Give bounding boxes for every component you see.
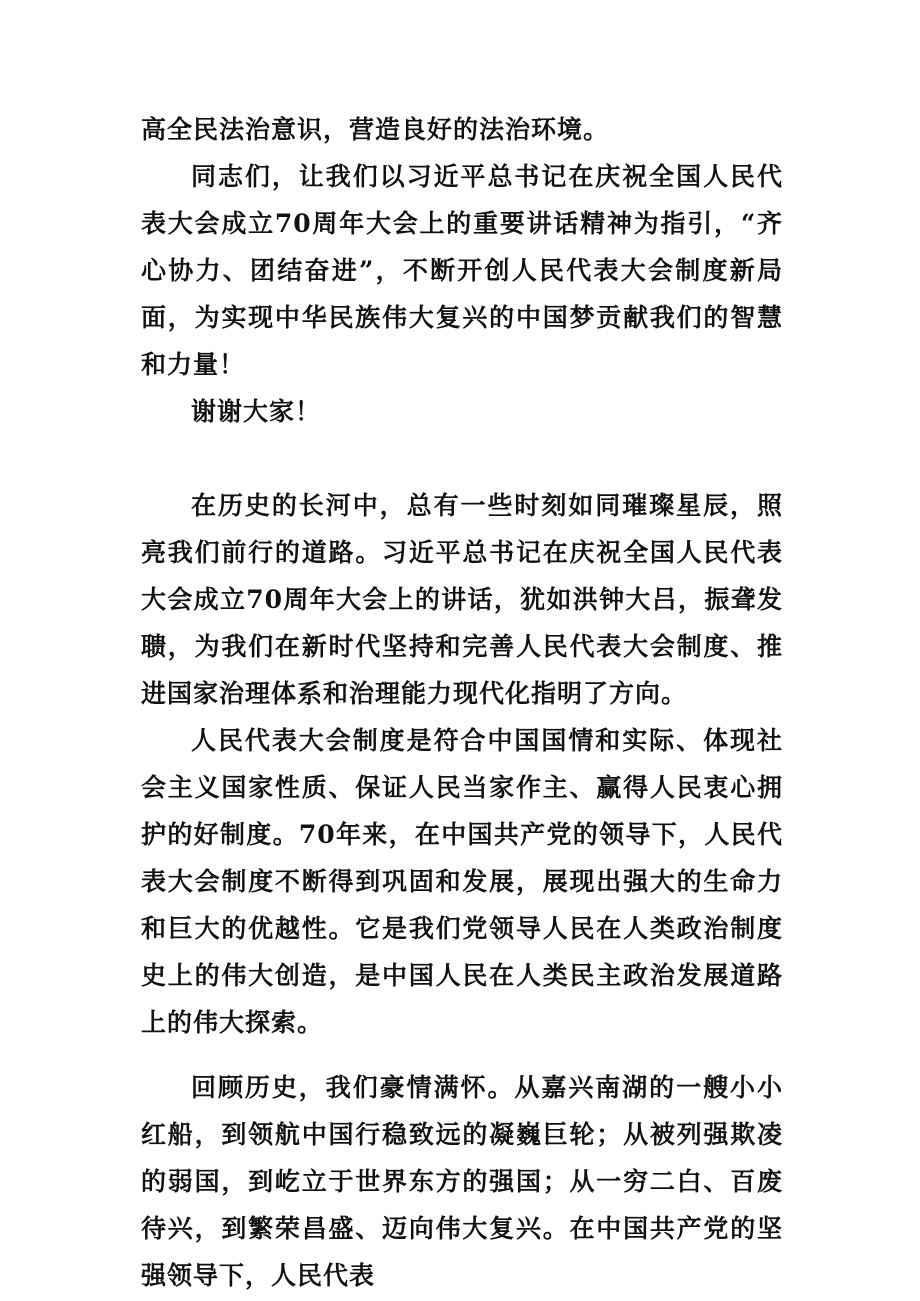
document-body: [141, 106, 783, 1299]
paragraph-2: 同志们，让我们以习近平总书记在庆祝全国人民代表大会成立70周年大会上的重要讲话精神为指引，“齐心协力、团结奋进”，不断开创人民代表大会制度新局面，为实现中华民族伟大复兴的中国梦贡献我们的智慧和力量！: [141, 162, 783, 379]
paragraph-6: 回顾历史，我们豪情满怀。从嘉兴南湖的一艘小小红船，到领航中国行稳致远的凝巍巨轮；从被列强欺凌的弱国，到屹立于世界东方的强国；从一穷二白、百废待兴，到繁荣昌盛、迈向伟大复兴。在中国共产党的坚强领导下，人民代表: [141, 1073, 783, 1290]
section-gap: [141, 435, 783, 482]
paragraph-4: 在历史的长河中，总有一些时刻如同璀璨星辰，照亮我们前行的道路。习近平总书记在庆祝全国人民代表大会成立70周年大会上的讲话，犹如洪钟大吕，振聋发聩，为我们在新时代坚持和完善人民代表大会制度、推进国家治理体系和治理能力现代化指明了方向。: [141, 491, 783, 708]
paragraph-3: 谢谢大家！: [191, 397, 322, 426]
paragraph-gap: [141, 1046, 783, 1064]
paragraph-1: 高全民法治意识，营造良好的法治环境。: [141, 115, 610, 144]
paragraph-5: 人民代表大会制度是符合中国国情和实际、体现社会主义国家性质、保证人民当家作主、赢得人民衷心拥护的好制度。70年来，在中国共产党的领导下，人民代表大会制度不断得到巩固和发展，展现出强大的生命力和巨大的优越性。它是我们党领导人民在人类政治制度史上的伟大创造，是中国人民在人类民主政治发展道路上的伟大探索。: [141, 726, 783, 1037]
